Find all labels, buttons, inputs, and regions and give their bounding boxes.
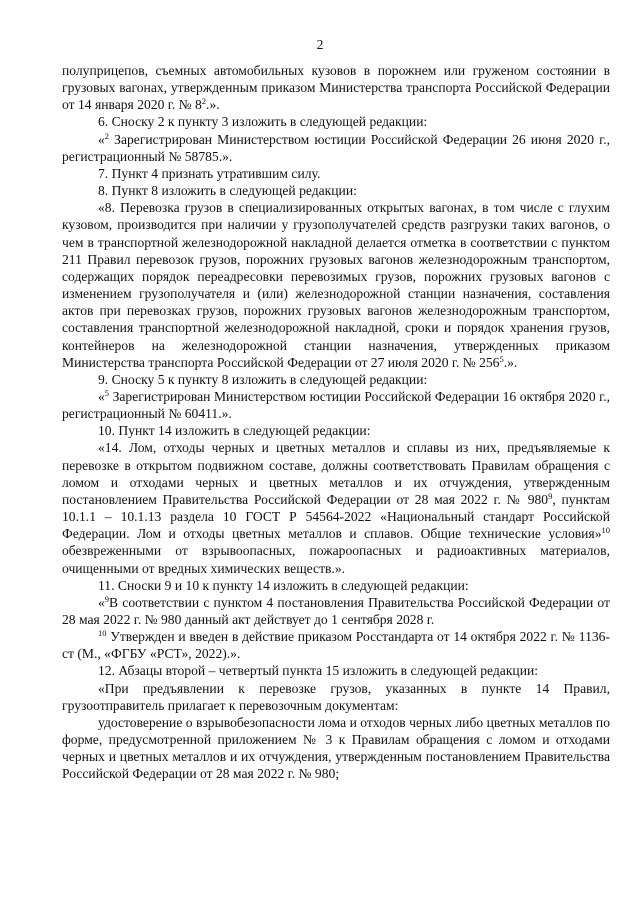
paragraph-p12 <box>62 628 610 662</box>
paragraph-p2 <box>62 131 610 165</box>
document-body <box>62 62 610 783</box>
paragraph-p9 <box>62 439 610 576</box>
paragraph-p1 <box>62 113 610 130</box>
paragraph-p0 <box>62 62 610 113</box>
paragraph-p5 <box>62 199 610 371</box>
text-run: 8. Пункт 8 изложить в следующей редакции: <box>98 183 357 199</box>
page-number: 2 <box>316 37 324 52</box>
paragraph-p15 <box>62 714 610 783</box>
text-run: 10. Пункт 14 изложить в следующей редакции: <box>98 423 371 439</box>
text-run: «14. Лом, отходы черных и цветных металлов и сплавы из них, предъявляемые к перевозке в открытом подвижном составе, должны соответствовать Правилам обращения с ломом и отходами черных и цветных металлов и их отчуждения, утвержденным постановлением Правительства Российской Федерации от 28 мая 2022 г. № 980 <box>62 440 610 507</box>
text-run: Зарегистрирован Министерством юстиции Российской Федерации 16 октября 2020 г., регистрационный № 60411.». <box>62 388 610 422</box>
text-run: .». <box>206 97 220 113</box>
paragraph-p8 <box>62 422 610 439</box>
paragraph-p11 <box>62 594 610 628</box>
text-run: полуприцепов, съемных автомобильных кузовов в порожнем или груженом состоянии в грузовых вагонах, утвержденным приказом Министерства транспорта Российской Федерации от 14 января 2020 г. № 8 <box>62 63 610 113</box>
text-run: 6. Сноску 2 к пункту 3 изложить в следующей редакции: <box>98 114 428 130</box>
text-run: 12. Абзацы второй – четвертый пункта 15 изложить в следующей редакции: <box>98 663 539 679</box>
footnote-marker: 5 <box>499 353 504 364</box>
text-run: В соответствии с пунктом 4 постановления Правительства Российской Федерации от 28 мая 2022 г. № 980 данный акт действует до 1 сентября 2028 г. <box>62 594 610 627</box>
footnote-marker: 2 <box>104 130 110 141</box>
text-run: «8. Перевозка грузов в специализированных открытых вагонах, в том числе с глухим кузовом, производится при наличии у грузополучателей средств разгрузки таких вагонов, о чем в транспортной железнодорожной накладной делается отметка в соответствии с пунктом 211 Правил перевозок грузов, порожних грузовых вагонов железнодорожным транспортом, содержащих порядок переадресовки перевозимых грузов, порожних грузовых вагонов с изменением грузополучателя и (или) железнодорожной станции назначения, составления актов при перевозках грузов, порожних грузовых вагонов железнодорожным транспортом, составления транспортной железнодорожной накладной, сроки и порядок хранения грузов, контейнеров на железнодорожной станции назначения, утвержденных приказом Министерства транспорта Российской Федерации от 27 июля 2020 г. № 256 <box>62 200 610 370</box>
paragraph-p14 <box>62 680 610 714</box>
text-run: « <box>98 131 105 147</box>
paragraph-p7 <box>62 388 610 422</box>
text-run: 11. Сноски 9 и 10 к пункту 14 изложить в следующей редакции: <box>98 577 469 593</box>
text-run: Утвержден и введен в действие приказом Росстандарта от 14 октября 2022 г. № 1136-ст (М., «ФГБУ «РСТ», 2022).». <box>62 629 610 662</box>
footnote-marker: 5 <box>104 387 110 398</box>
text-run: удостоверение о взрывобезопасности лома и отходов черных либо цветных металлов по форме, предусмотренной приложением № 3 к Правилам обращения с ломом и отходами черных и цветных металлов и их отчуждения, утвержденным постановлением Правительства Российской Федерации от 28 мая 2022 г. № 980; <box>62 714 610 782</box>
paragraph-p3 <box>62 165 610 182</box>
footnote-marker: 10 <box>601 525 610 536</box>
footnote-marker: 9 <box>104 593 110 604</box>
paragraph-p13 <box>62 662 610 679</box>
text-run: « <box>98 388 105 404</box>
text-run: 9. Сноску 5 к пункту 8 изложить в следующей редакции: <box>98 371 428 387</box>
text-run: « <box>98 594 105 610</box>
paragraph-p6 <box>62 371 610 388</box>
footnote-marker: 10 <box>98 628 107 639</box>
text-run: , пунктам 10.1.1 – 10.1.13 раздела 10 ГОСТ Р 54564-2022 «Национальный стандарт Российской Федерации. Лом и отходы цветных металлов и сплавов. Общие технические условия» <box>62 491 610 542</box>
paragraph-p10 <box>62 577 610 594</box>
footnote-marker: 2 <box>201 96 207 107</box>
text-run: обезвреженными от взрывоопасных, пожароопасных и радиоактивных материалов, очищенными от вредных химических веществ.». <box>62 543 610 576</box>
paragraph-p4 <box>62 182 610 199</box>
footnote-marker: 9 <box>548 490 553 501</box>
text-run: Зарегистрирован Министерством юстиции Российской Федерации 26 июня 2020 г., регистрационный № 58785.». <box>62 131 610 164</box>
text-run: «При предъявлении к перевозке грузов, указанных в пункте 14 Правил, грузоотправитель прилагает к перевозочным документам: <box>62 680 610 713</box>
text-run: .». <box>503 354 518 370</box>
text-run: 7. Пункт 4 признать утратившим силу. <box>98 165 321 181</box>
